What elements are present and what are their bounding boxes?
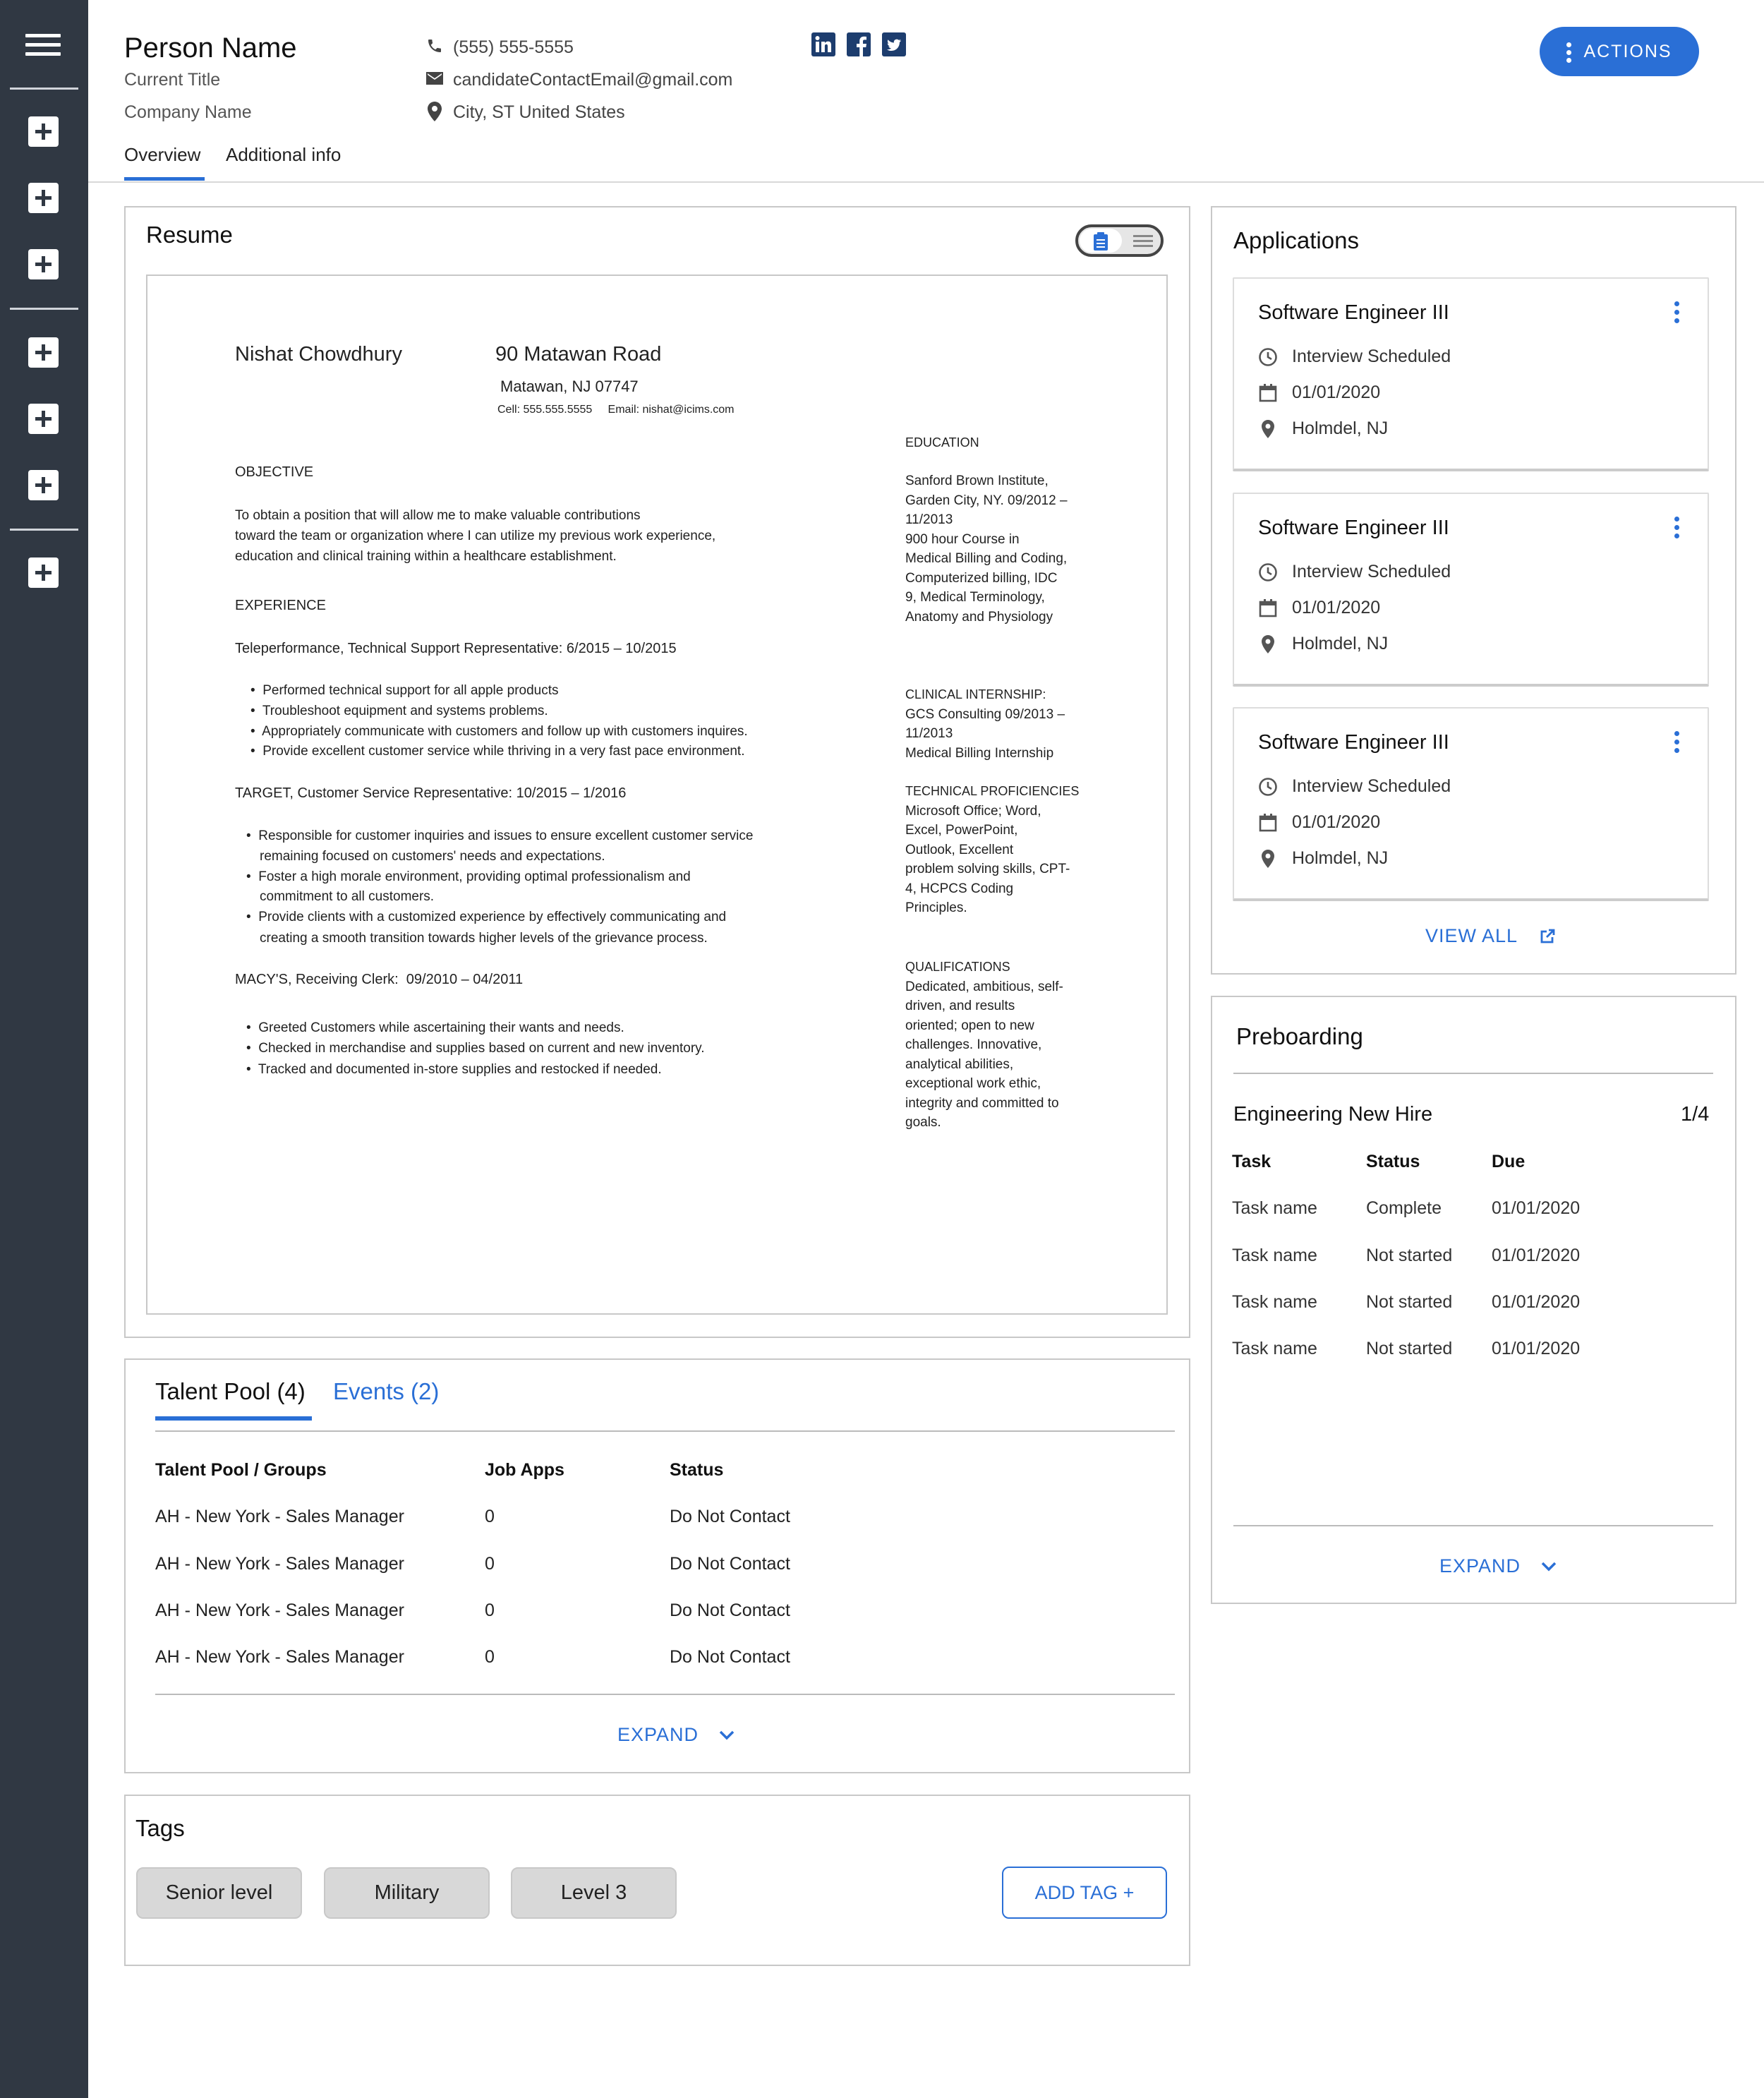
sidebar-add-icon[interactable]: [28, 557, 59, 588]
objective-line: toward the team or organization where I can utilize my previous work experience,: [235, 529, 716, 543]
qualifications-line: QUALIFICATIONS: [905, 960, 1010, 974]
application-location: [1258, 634, 1388, 654]
preboarding-divider: [1233, 1073, 1713, 1074]
talent-col-header: Status: [670, 1460, 724, 1480]
application-date-text: 01/01/2020: [1292, 812, 1381, 832]
task-status: Complete: [1366, 1198, 1442, 1218]
resume-bullet: • Performed technical support for all apple products: [250, 683, 559, 698]
job-title: Teleperformance, Technical Support Representative: 6/2015 – 10/2015: [235, 641, 677, 656]
talent-col-header: Talent Pool / Groups: [155, 1460, 327, 1480]
clock-icon: [1258, 777, 1278, 797]
application-date: [1258, 598, 1380, 618]
resume-bullet: • Appropriately communicate with customers and follow up with customers inquires.: [250, 724, 748, 739]
preboarding-divider: [1233, 1525, 1713, 1526]
location-pin-icon: [1258, 634, 1278, 654]
resume-name: Nishat Chowdhury: [235, 343, 402, 366]
application-location-text: Holmdel, NJ: [1292, 634, 1389, 653]
tab-talent-pool[interactable]: Talent Pool (4): [155, 1378, 306, 1404]
chevron-down-icon: [718, 1730, 735, 1741]
talent-pool-group: AH - New York - Sales Manager: [155, 1647, 404, 1667]
internship-line: GCS Consulting 09/2013 –: [905, 706, 1065, 722]
kebab-icon[interactable]: [1674, 731, 1680, 756]
add-tag-button[interactable]: ADD TAG +: [1002, 1867, 1167, 1919]
application-date: [1258, 812, 1380, 833]
talent-divider: [155, 1694, 1175, 1695]
technical-line: 4, HCPCS Coding: [905, 881, 1014, 896]
application-location: [1258, 848, 1388, 869]
task-due: 01/01/2020: [1492, 1339, 1581, 1358]
sidebar-divider: [10, 529, 78, 531]
task-name[interactable]: Task name: [1232, 1198, 1317, 1218]
application-location-text: Holmdel, NJ: [1292, 848, 1389, 868]
job-title: MACY'S, Receiving Clerk: 09/2010 – 04/2011: [235, 972, 524, 987]
resume-bullet: • Greeted Customers while ascertaining their wants and needs.: [246, 1020, 624, 1035]
sidebar-divider: [10, 308, 78, 310]
resume-address-line2: Matawan, NJ 07747: [500, 378, 639, 395]
task-status: Not started: [1366, 1339, 1453, 1358]
education-line: Medical Billing and Coding,: [905, 551, 1068, 566]
task-status: Not started: [1366, 1246, 1453, 1265]
twitter-icon[interactable]: [882, 32, 906, 56]
resume-title: Resume: [146, 222, 233, 248]
tab-additional-info[interactable]: Additional info: [226, 144, 342, 165]
application-location-text: Holmdel, NJ: [1292, 418, 1389, 438]
task-due: 01/01/2020: [1492, 1246, 1581, 1265]
applications-title: Applications: [1233, 227, 1359, 253]
phone-number[interactable]: (555) 555-5555: [453, 37, 574, 57]
location-pin-icon: [1258, 849, 1278, 869]
education-line: 11/2013: [905, 512, 953, 527]
task-name[interactable]: Task name: [1232, 1292, 1317, 1312]
technical-line: Outlook, Excellent: [905, 842, 1014, 857]
application-status: [1258, 346, 1451, 367]
kebab-icon: [1566, 41, 1572, 63]
experience-heading: EXPERIENCE: [235, 598, 326, 613]
education-line: Anatomy and Physiology: [905, 609, 1053, 625]
qualifications-line: integrity and committed to: [905, 1095, 1059, 1111]
job-title: TARGET, Customer Service Representative: 10/2015 – 1/2016: [235, 785, 627, 801]
task-status: Not started: [1366, 1292, 1453, 1312]
sidebar-add-icon[interactable]: [28, 404, 59, 434]
list-view-icon: [1133, 234, 1153, 249]
application-card[interactable]: [1233, 277, 1709, 471]
resume-bullet-cont: creating a smooth transition towards higher levels of the grievance process.: [260, 931, 708, 946]
facebook-icon[interactable]: [847, 32, 871, 56]
sidebar-add-icon[interactable]: [28, 249, 59, 279]
linkedin-icon[interactable]: [811, 32, 835, 56]
sidebar-add-icon[interactable]: [28, 337, 59, 368]
active-tab-indicator: [124, 177, 205, 181]
talent-divider: [155, 1430, 1175, 1432]
internship-line: CLINICAL INTERNSHIP:: [905, 687, 1046, 701]
calendar-icon: [1258, 383, 1278, 403]
job-apps-count: 0: [485, 1554, 495, 1574]
qualifications-line: oriented; open to new: [905, 1018, 1034, 1033]
task-name[interactable]: Task name: [1232, 1339, 1317, 1358]
resume-bullet: • Provide excellent customer service while thriving in a very fast pace environment.: [250, 744, 745, 759]
technical-line: Principles.: [905, 900, 967, 915]
clock-icon: [1258, 347, 1278, 367]
tab-overview[interactable]: Overview: [124, 144, 201, 165]
company-name: Company Name: [124, 102, 252, 122]
resume-bullet: • Tracked and documented in-store supplies and restocked if needed.: [246, 1062, 662, 1077]
person-name: Person Name: [124, 32, 297, 64]
qualifications-line: driven, and results: [905, 999, 1015, 1013]
application-date-text: 01/01/2020: [1292, 382, 1381, 402]
tag-chip[interactable]: Level 3: [511, 1867, 677, 1919]
technical-line: Microsoft Office; Word,: [905, 803, 1041, 819]
talent-status: Do Not Contact: [670, 1600, 790, 1620]
job-apps-count: 0: [485, 1647, 495, 1667]
resume-view-toggle[interactable]: [1075, 224, 1164, 257]
current-title: Current Title: [124, 70, 221, 90]
chevron-down-icon: [1540, 1561, 1557, 1572]
application-card[interactable]: [1233, 493, 1709, 687]
qualifications-line: Dedicated, ambitious, self-: [905, 979, 1063, 994]
technical-line: Excel, PowerPoint,: [905, 823, 1018, 838]
qualifications-line: challenges. Innovative,: [905, 1037, 1042, 1052]
talent-status: Do Not Contact: [670, 1507, 790, 1526]
internship-line: Medical Billing Internship: [905, 745, 1054, 761]
preboarding-col-header: Due: [1492, 1152, 1526, 1171]
talent-status: Do Not Contact: [670, 1647, 790, 1667]
clock-icon: [1258, 562, 1278, 582]
application-date: [1258, 382, 1380, 403]
sidebar: [0, 0, 88, 2098]
view-all-button[interactable]: VIEW ALL: [1425, 925, 1556, 947]
tag-chip[interactable]: Senior level: [136, 1867, 302, 1919]
talent-expand-button[interactable]: EXPAND: [617, 1724, 735, 1746]
plan-name: Engineering New Hire: [1233, 1103, 1433, 1126]
application-job-title[interactable]: Software Engineer III: [1258, 731, 1449, 754]
sidebar-add-icon[interactable]: [28, 470, 59, 500]
external-link-icon: [1539, 928, 1556, 945]
kebab-icon[interactable]: [1674, 517, 1680, 542]
task-due: 01/01/2020: [1492, 1198, 1581, 1218]
location-pin-icon: [1258, 419, 1278, 439]
application-job-title[interactable]: Software Engineer III: [1258, 301, 1449, 324]
technical-line: problem solving skills, CPT-: [905, 862, 1070, 876]
calendar-icon: [1258, 598, 1278, 618]
objective-heading: OBJECTIVE: [235, 464, 314, 480]
resume-bullet-cont: remaining focused on customers' needs and expectations.: [260, 849, 605, 864]
task-name[interactable]: Task name: [1232, 1246, 1317, 1265]
qualifications-line: exceptional work ethic,: [905, 1076, 1041, 1091]
technical-line: TECHNICAL PROFICIENCIES: [905, 784, 1080, 798]
application-job-title[interactable]: Software Engineer III: [1258, 517, 1449, 539]
phone-icon: [426, 37, 443, 54]
preboarding-title: Preboarding: [1236, 1023, 1363, 1049]
job-apps-count: 0: [485, 1507, 495, 1526]
location-text: City, ST United States: [453, 102, 625, 122]
resume-bullet-cont: commitment to all customers.: [260, 889, 435, 904]
email-icon: [425, 71, 444, 85]
objective-line: education and clinical training within a healthcare establishment.: [235, 549, 617, 564]
calendar-icon: [1258, 813, 1278, 833]
preboarding-expand-button[interactable]: EXPAND: [1439, 1555, 1557, 1577]
tag-chip[interactable]: Military: [324, 1867, 490, 1919]
tabs-divider: [88, 181, 1764, 183]
tags-title: Tags: [135, 1815, 185, 1841]
talent-col-header: Job Apps: [485, 1460, 564, 1480]
application-status-text: Interview Scheduled: [1292, 776, 1451, 796]
internship-line: 11/2013: [905, 726, 953, 741]
resume-bullet: • Checked in merchandise and supplies based on current and new inventory.: [246, 1041, 705, 1056]
talent-pool-group: AH - New York - Sales Manager: [155, 1507, 404, 1526]
objective-line: To obtain a position that will allow me to make valuable contributions: [235, 508, 641, 523]
sidebar-add-icon[interactable]: [28, 116, 59, 147]
location-pin-icon: [428, 102, 442, 121]
sidebar-divider: [10, 88, 78, 90]
email-address[interactable]: candidateContactEmail@gmail.com: [453, 70, 733, 90]
resume-contact: Cell: 555.555.5555 Email: nishat@icims.com: [497, 404, 735, 416]
qualifications-line: goals.: [905, 1115, 941, 1130]
education-line: 900 hour Course in: [905, 531, 1020, 547]
plan-progress: 1/4: [1681, 1103, 1710, 1126]
tab-events[interactable]: Events (2): [333, 1378, 440, 1404]
qualifications-line: analytical abilities,: [905, 1056, 1014, 1072]
application-location: [1258, 418, 1388, 439]
sidebar-add-icon[interactable]: [28, 183, 59, 213]
education-line: Garden City, NY. 09/2012 –: [905, 493, 1068, 508]
job-apps-count: 0: [485, 1600, 495, 1620]
actions-button[interactable]: ACTIONS: [1540, 27, 1699, 76]
application-status-text: Interview Scheduled: [1292, 562, 1451, 581]
preboarding-col-header: Status: [1366, 1152, 1420, 1171]
task-due: 01/01/2020: [1492, 1292, 1581, 1312]
talent-pool-group: AH - New York - Sales Manager: [155, 1600, 404, 1620]
resume-bullet: • Troubleshoot equipment and systems problems.: [250, 704, 548, 718]
application-status: [1258, 776, 1451, 797]
clipboard-icon: [1092, 231, 1109, 251]
education-line: Sanford Brown Institute,: [905, 474, 1049, 488]
active-tab-indicator: [155, 1416, 312, 1421]
kebab-icon[interactable]: [1674, 301, 1680, 327]
education-heading: EDUCATION: [905, 435, 979, 450]
application-status-text: Interview Scheduled: [1292, 346, 1451, 366]
preboarding-col-header: Task: [1232, 1152, 1271, 1171]
application-status: [1258, 562, 1451, 582]
application-card[interactable]: [1233, 707, 1709, 901]
resume-address-line1: 90 Matawan Road: [495, 343, 662, 366]
application-date-text: 01/01/2020: [1292, 598, 1381, 617]
education-line: Computerized billing, IDC: [905, 570, 1058, 586]
resume-bullet: • Foster a high morale environment, providing optimal professionalism and: [246, 869, 691, 884]
resume-bullet: • Responsible for customer inquiries and issues to ensure excellent customer service: [246, 828, 754, 843]
resume-bullet: • Provide clients with a customized experience by effectively communicating and: [246, 910, 727, 924]
hamburger-menu-icon[interactable]: [25, 34, 61, 58]
education-line: 9, Medical Terminology,: [905, 590, 1045, 605]
talent-pool-group: AH - New York - Sales Manager: [155, 1554, 404, 1574]
talent-status: Do Not Contact: [670, 1554, 790, 1574]
